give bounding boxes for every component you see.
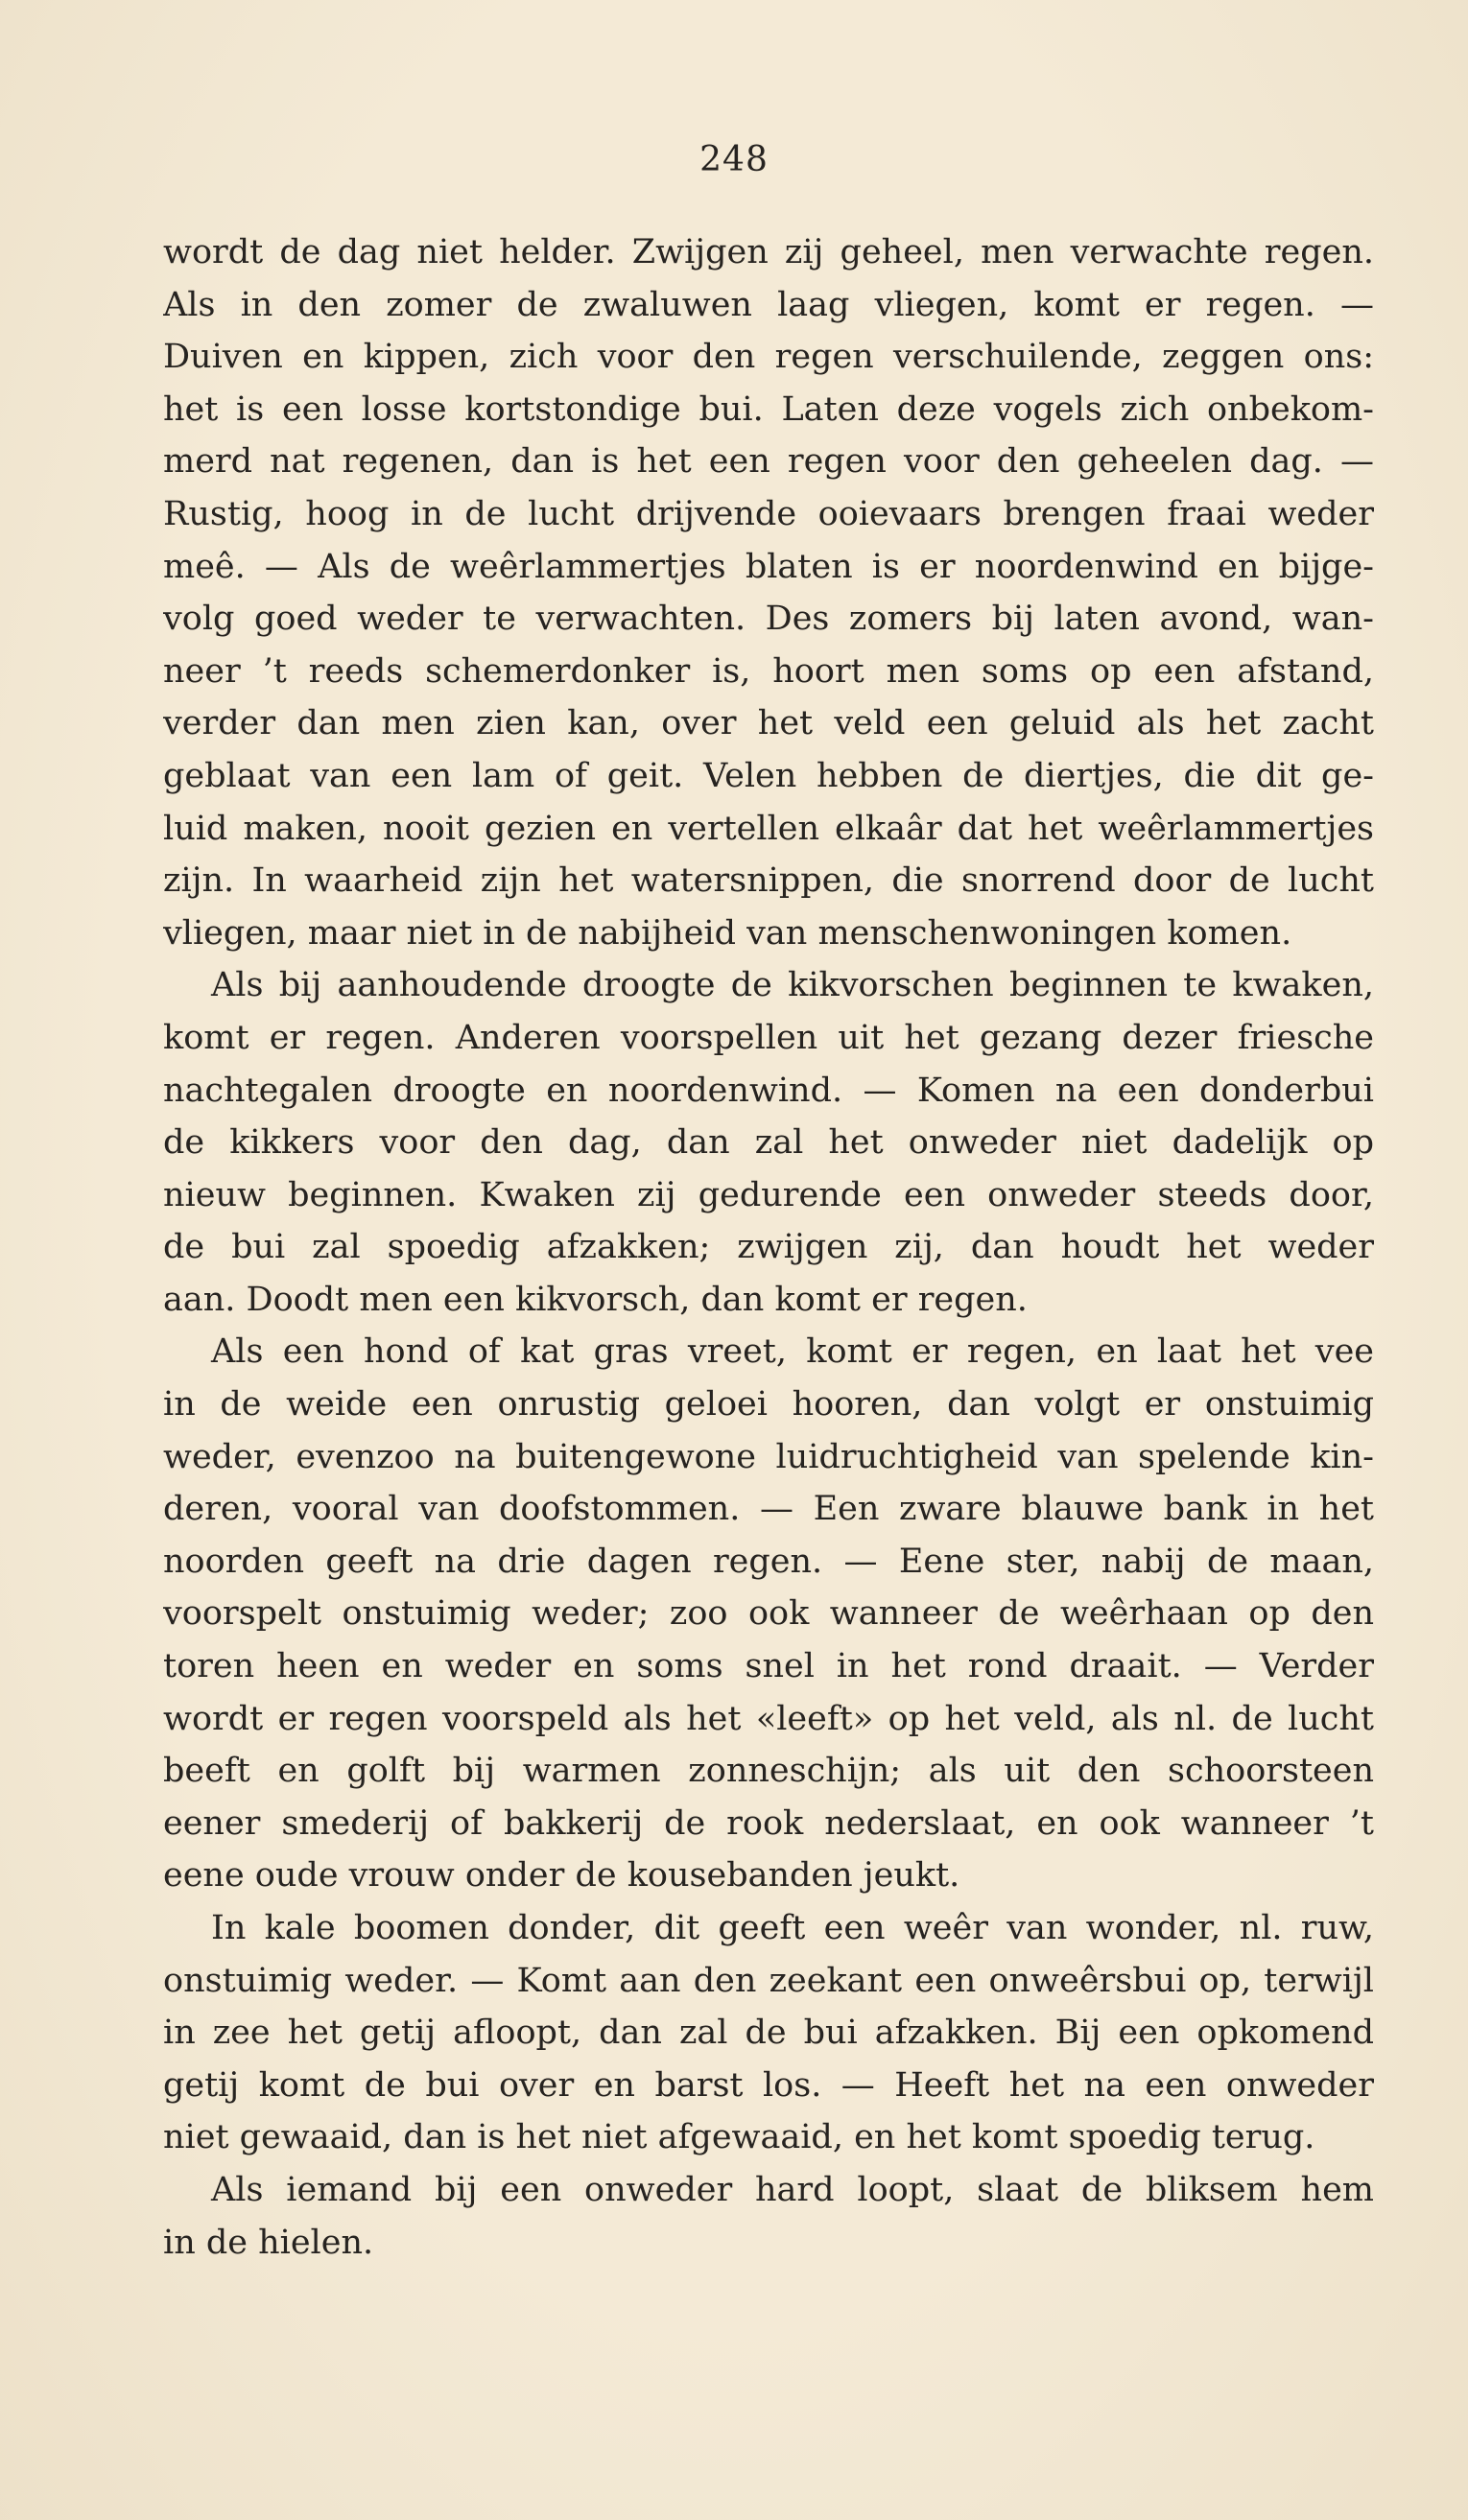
text-line: Als in den zomer de zwaluwen laag vliegen, komt er regen. — (163, 285, 1374, 324)
text-line: toren heen en weder en soms snel in het rond draait. — Verder (163, 1647, 1374, 1686)
text-line: Als een hond of kat gras vreet, komt er regen, en laat het vee (211, 1332, 1374, 1372)
text-line: in de hielen. (163, 2223, 374, 2262)
page-number: 248 (699, 140, 769, 179)
text-line: weder, evenzoo na buitengewone luidruchtigheid van spelende kin- (163, 1437, 1374, 1476)
text-line: voorspelt onstuimig weder; zoo ook wanneer de weêrhaan op den (163, 1594, 1374, 1634)
text-line: luid maken, nooit gezien en vertellen elkaâr dat het weêrlammertjes (163, 809, 1374, 848)
text-line: eener smederij of bakkerij de rook nederslaat, en ook wanneer ’t (163, 1803, 1374, 1843)
text-line: komt er regen. Anderen voorspellen uit het gezang dezer friesche (163, 1018, 1374, 1057)
text-line: de kikkers voor den dag, dan zal het onweder niet dadelijk op (163, 1123, 1374, 1163)
text-line: eene oude vrouw onder de kousebanden jeukt. (163, 1856, 960, 1896)
text-line: verder dan men zien kan, over het veld een geluid als het zacht (163, 704, 1374, 743)
text-line: wordt de dag niet helder. Zwijgen zij geheel, men verwachte regen. (163, 233, 1374, 271)
text-line: het is een losse kortstondige bui. Laten deze vogels zich onbekom- (163, 389, 1374, 429)
body-text (163, 226, 1374, 2269)
text-line: deren, vooral van doofstommen. — Een zware blauwe bank in het (163, 1490, 1374, 1529)
text-line: getij komt de bui over en barst los. — Heeft het na een onweder (163, 2065, 1374, 2105)
text-line: wordt er regen voorspeld als het «leeft» op het veld, als nl. de lucht (163, 1699, 1374, 1738)
text-line: beeft en golft bij warmen zonneschijn; als uit den schoorsteen (163, 1752, 1374, 1791)
text-line: meê. — Als de weêrlammertjes blaten is er noordenwind en bijge- (163, 547, 1374, 586)
text-line: In kale boomen donder, dit geeft een weêr van wonder, nl. ruw, (211, 1909, 1374, 1947)
text-line: zijn. In waarheid zijn het watersnippen, die snorrend door de lucht (163, 861, 1374, 901)
text-line: Duiven en kippen, zich voor den regen verschuilende, zeggen ons: (163, 338, 1374, 377)
text-line: onstuimig weder. — Komt aan den zeekant een onweêrsbui op, terwijl (163, 1961, 1374, 2000)
text-line: Als bij aanhoudende droogte de kikvorschen beginnen te kwaken, (211, 966, 1374, 1005)
text-line: merd nat regenen, dan is het een regen voor den geheelen dag. — (163, 442, 1374, 482)
text-line: neer ’t reeds schemerdonker is, hoort men soms op een afstand, (163, 651, 1374, 691)
text-line: de bui zal spoedig afzakken; zwijgen zij, dan houdt het weder (163, 1228, 1374, 1267)
text-line: nachtegalen droogte en noordenwind. — Komen na een donderbui (163, 1071, 1374, 1110)
text-line: Als iemand bij een onweder hard loopt, slaat de bliksem hem (211, 2170, 1374, 2209)
text-line: geblaat van een lam of geit. Velen hebben de diertjes, die dit ge- (163, 756, 1374, 795)
text-line: noorden geeft na drie dagen regen. — Eene ster, nabij de maan, (163, 1542, 1374, 1581)
text-line: aan. Doodt men een kikvorsch, dan komt er regen. (163, 1280, 1028, 1319)
text-line: volg goed weder te verwachten. Des zomers bij laten avond, wan- (163, 600, 1374, 639)
text-line: Rustig, hoog in de lucht drijvende ooievaars brengen fraai weder (163, 494, 1374, 533)
text-line: vliegen, maar niet in de nabijheid van menschenwoningen komen. (163, 913, 1292, 953)
text-line: niet gewaaid, dan is het niet afgewaaid, en het komt spoedig terug. (163, 2118, 1315, 2157)
text-line: in zee het getij afloopt, dan zal de bui afzakken. Bij een opkomend (163, 2014, 1374, 2053)
text-line: in de weide een onrustig geloei hooren, dan volgt er onstuimig (163, 1385, 1374, 1425)
text-line: nieuw beginnen. Kwaken zij gedurende een onweder steeds door, (163, 1175, 1374, 1214)
